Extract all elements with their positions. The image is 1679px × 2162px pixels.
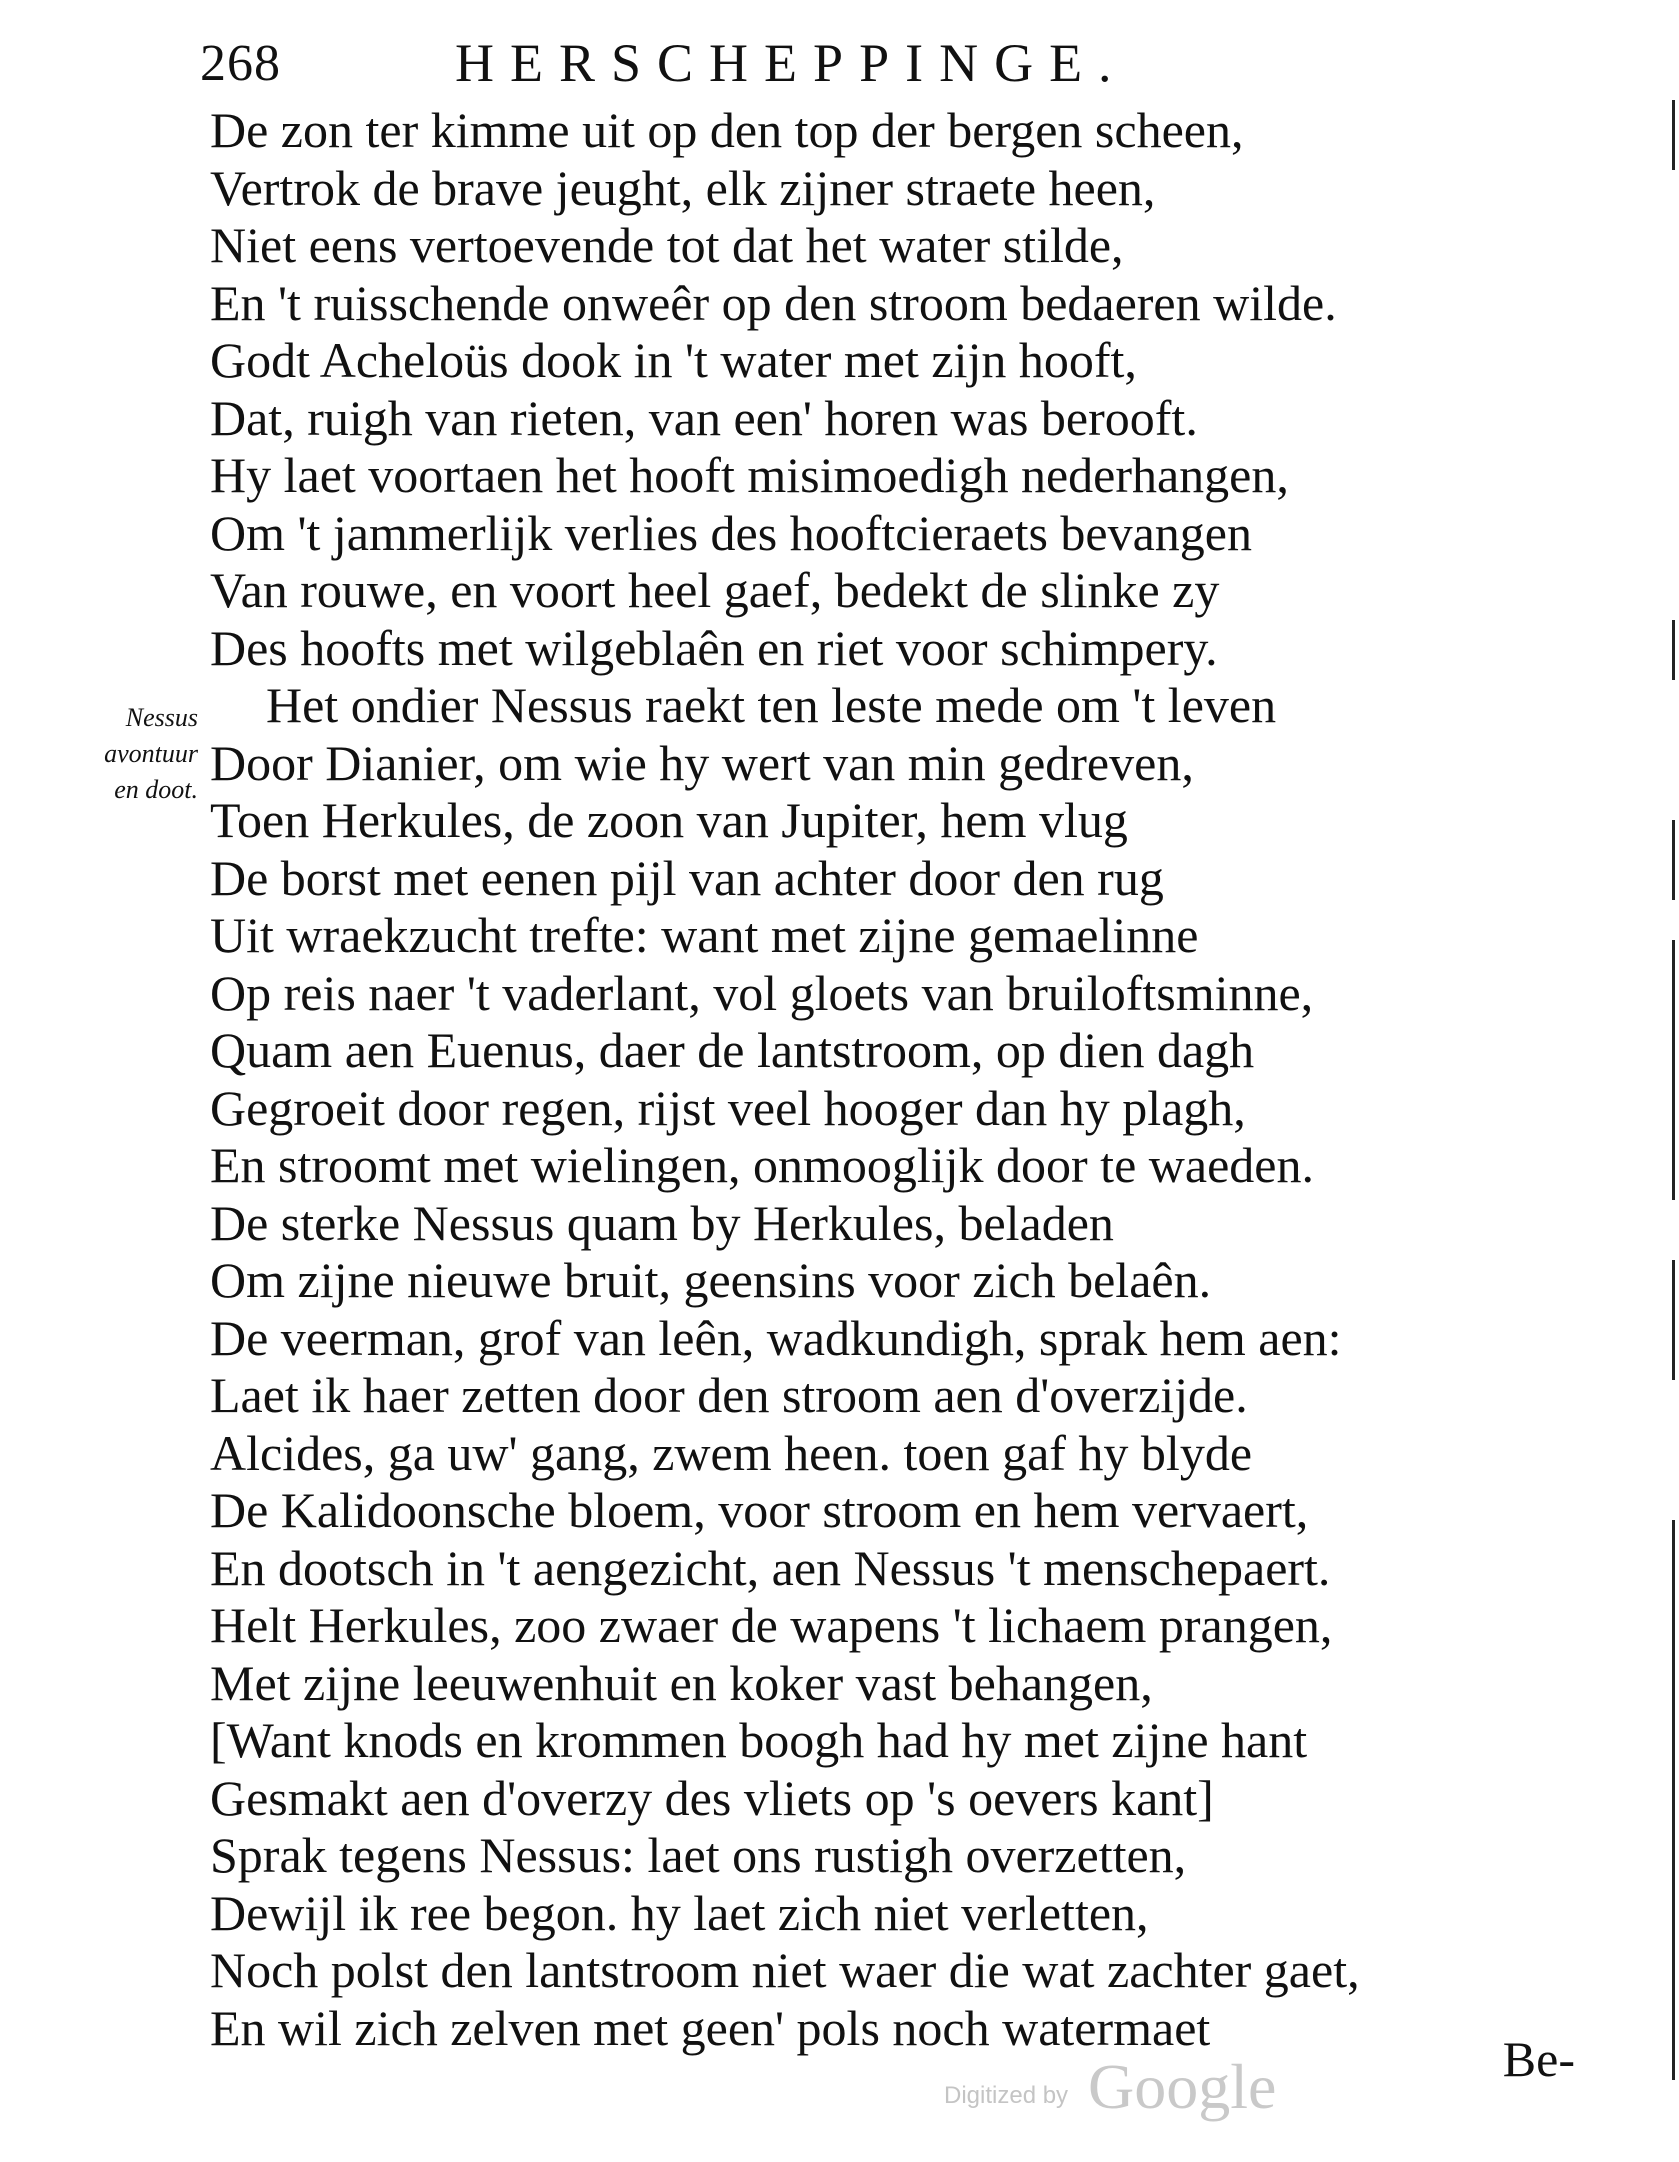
digitization-watermark [944,2048,1344,2128]
edge-mark [1672,820,1675,900]
verse-line: Alcides, ga uw' gang, zwem heen. toen gaf hy blyde [210,1424,1253,1481]
verse-line: En 't ruisschende onweêr op den stroom bedaeren wilde. [210,274,1337,331]
edge-mark [1672,1520,1675,2080]
verse-line: Om zijne nieuwe bruit, geensins voor zich belaên. [210,1252,1212,1308]
verse-line: Godt Acheloüs dook in 't water met zijn hooft, [210,332,1137,388]
verse-line: Dat, ruigh van rieten, van een' horen was berooft. [210,389,1198,446]
verse-line: Hy laet voortaen het hooft misimoedigh nederhangen, [210,447,1289,503]
marginal-note-line: avontuur [104,739,198,768]
verse-line: Des hoofts met wilgeblaên en riet voor schimpery. [210,619,1218,676]
verse-line: Sprak tegens Nessus: laet ons rustigh overzetten, [210,1827,1187,1883]
verse-line: De veerman, grof van leên, wadkundigh, sprak hem aen: [210,1309,1342,1366]
edge-mark [1672,940,1675,1200]
catchword: Be- [1502,2031,1575,2087]
marginal-note [38,700,198,808]
verse-line: Om 't jammerlijk verlies des hooftcieraets bevangen [210,504,1252,561]
verse-line: Dewijl ik ree begon. hy laet zich niet verletten, [210,1884,1149,1941]
watermark-prefix: Digitized by [944,2082,1069,2109]
verse-line: Helt Herkules, zoo zwaer de wapens 't lichaem prangen, [210,1597,1333,1653]
verse-line: De sterke Nessus quam by Herkules, beladen [210,1194,1114,1251]
verse-line: Door Dianier, om wie hy wert van min gedreven, [210,734,1194,791]
verse-line: Niet eens vertoevende tot dat het water stilde, [210,217,1124,273]
page-number: 268 [200,35,281,92]
page-header [200,30,1400,100]
verse-line: Vertrok de brave jeught, elk zijner straete heen, [210,159,1156,216]
verse-line: Quam aen Euenus, daer de lantstroom, op dien dagh [210,1022,1255,1078]
verse-line: Gegroeit door regen, rijst veel hooger dan hy plagh, [210,1079,1246,1136]
verse-line: De borst met eenen pijl van achter door den rug [210,849,1164,906]
running-title: HERSCHEPPINGE. [455,33,1128,93]
edge-mark [1672,1260,1675,1380]
verse-line: Laet ik haer zetten door den stroom aen d'overzijde. [210,1367,1248,1423]
edge-mark [1672,100,1675,170]
google-logo: Google [1088,2051,1277,2122]
verse-line: Gesmakt aen d'overzy des vliets op 's oevers kant] [210,1769,1214,1826]
marginal-note-line: en doot. [114,775,198,804]
poem-text [210,102,1540,2057]
verse-line: Toen Herkules, de zoon van Jupiter, hem vlug [210,792,1128,848]
verse-line: Het ondier Nessus raekt ten leste mede om 't leven [266,677,1277,733]
verse-line: En dootsch in 't aengezicht, aen Nessus 't menschepaert. [210,1539,1331,1596]
verse-line: En stroomt met wielingen, onmooglijk door te waeden. [210,1137,1314,1193]
verse-line: De Kalidoonsche bloem, voor stroom en hem vervaert, [210,1482,1309,1538]
verse-line: Op reis naer 't vaderlant, vol gloets van bruiloftsminne, [210,964,1314,1021]
verse-line: En wil zich zelven met geen' pols noch watermaet [210,1999,1211,2056]
verse-line: De zon ter kimme uit op den top der bergen scheen, [210,102,1244,158]
verse-line: Met zijne leeuwenhuit en koker vast behangen, [210,1654,1153,1711]
edge-mark [1672,620,1675,680]
verse-line: [Want knods en krommen boogh had hy met zijne hant [210,1712,1308,1768]
page-edge-marks [1665,60,1679,2080]
marginal-note-line: Nessus [125,703,198,732]
verse-line: Uit wraekzucht trefte: want met zijne gemaelinne [210,907,1199,963]
verse-line: Van rouwe, en voort heel gaef, bedekt de slinke zy [210,562,1220,618]
verse-line: Noch polst den lantstroom niet waer die wat zachter gaet, [210,1942,1360,1998]
